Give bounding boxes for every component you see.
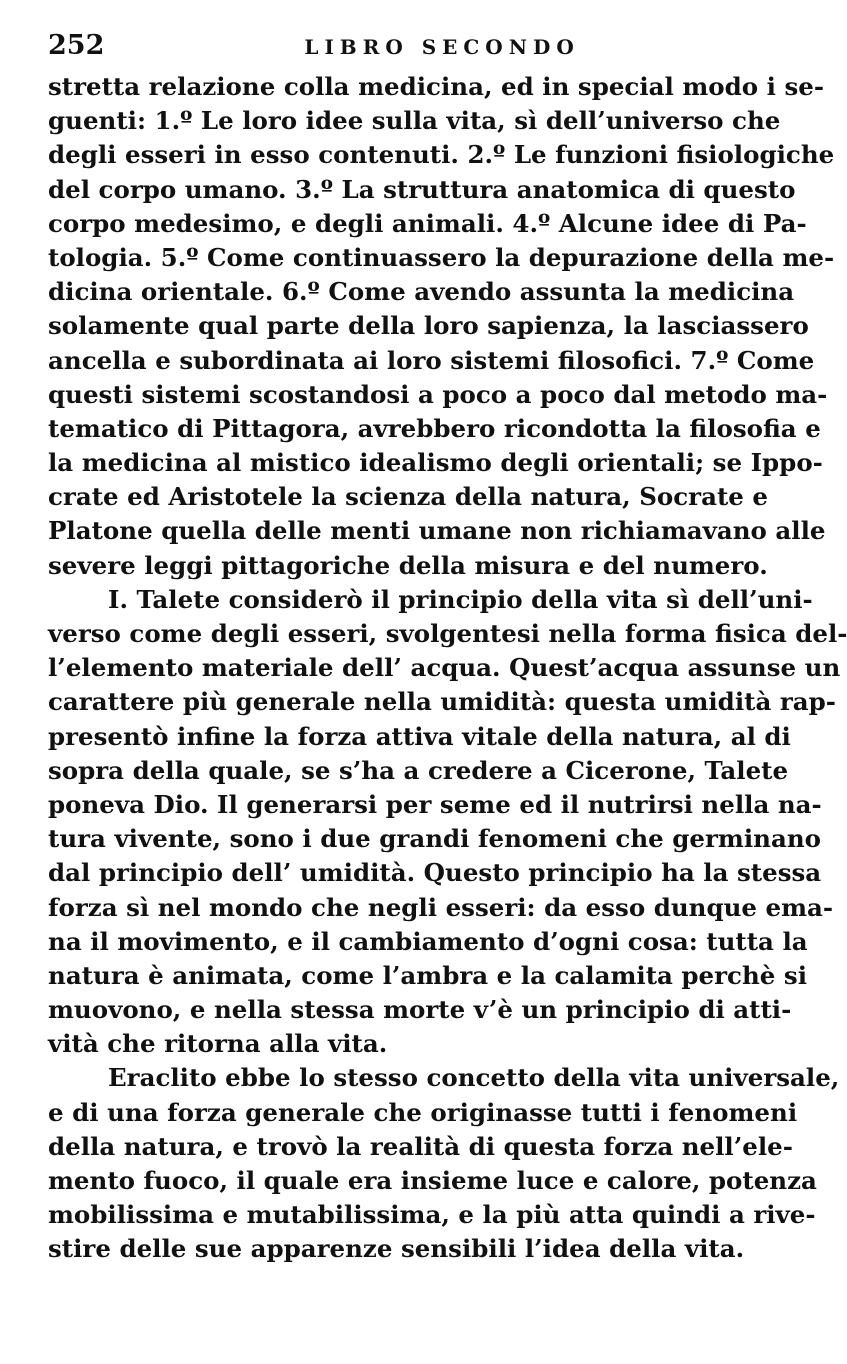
text-line: dicina orientale. 6.º Come avendo assunta la medicina <box>48 277 795 307</box>
text-line: guenti: 1.º Le loro idee sulla vita, sì dell’universo che <box>48 106 781 136</box>
text-line: degli esseri in esso contenuti. 2.º Le funzioni fisiologiche <box>48 140 835 170</box>
text-line: tologia. 5.º Come continuassero la depurazione della me- <box>48 242 835 272</box>
text-line: solamente qual parte della loro sapienza, la lasciassero <box>48 311 809 341</box>
text-line: la medicina al mistico idealismo degli orientali; se Ippo- <box>48 448 823 478</box>
text-line: presentò infine la forza attiva vitale della natura, al di <box>48 721 791 751</box>
text-line: dal principio dell’ umidità. Questo principio ha la stessa <box>48 858 822 888</box>
text-line: ancella e subordinata ai loro sistemi filosofici. 7.º Come <box>48 345 815 375</box>
text-line: natura è animata, come l’ambra e la calamita perchè si <box>48 960 807 990</box>
text-line: crate ed Aristotele la scienza della natura, Socrate e <box>48 482 768 512</box>
text-line: mento fuoco, il quale era insieme luce e calore, potenza <box>48 1166 817 1195</box>
text-line: mobilissima e mutabilissima, e la più atta quindi a rive- <box>48 1200 816 1230</box>
text-line: del corpo umano. 3.º La struttura anatomica di questo <box>48 174 796 204</box>
text-line: corpo medesimo, e degli animali. 4.º Alcune idee di Pa- <box>48 208 807 238</box>
text-line: poneva Dio. Il generarsi per seme ed il nutrirsi nella na- <box>48 789 822 819</box>
text-line: stretta relazione colla medicina, ed in special modo i se- <box>48 72 825 101</box>
text-line: Eraclito ebbe lo stesso concetto della vita universale, <box>108 1063 840 1093</box>
text-line: muovono, e nella stessa morte v’è un principio di atti- <box>48 995 792 1025</box>
running-title: LIBRO SECONDO <box>304 35 580 59</box>
text-line: carattere più generale nella umidità: questa umidità rap- <box>48 687 836 717</box>
body-text <box>48 70 847 1267</box>
text-line: l’elemento materiale dell’ acqua. Quest’acqua assunse un <box>48 653 841 683</box>
text-line: vità che ritorna alla vita. <box>48 1029 388 1059</box>
text-line: tura vivente, sono i due grandi fenomeni che germinano <box>48 824 821 854</box>
text-line: severe leggi pittagoriche della misura e del numero. <box>48 550 768 580</box>
text-line: questi sistemi scostandosi a poco a poco dal metodo ma- <box>48 379 828 409</box>
text-line: I. Talete considerò il principio della vita sì dell’uni- <box>108 584 813 614</box>
text-line: Platone quella delle menti umane non richiamavano alle <box>48 516 826 546</box>
page-header <box>48 30 768 70</box>
text-line: verso come degli esseri, svolgentesi nella forma fisica del- <box>48 619 847 648</box>
text-line: na il movimento, e il cambiamento d’ogni cosa: tutta la <box>48 926 808 956</box>
text-line: e di una forza generale che originasse tutti i fenomeni <box>48 1097 798 1127</box>
text-line: della natura, e trovò la realità di questa forza nell’ele- <box>48 1131 793 1161</box>
text-line: forza sì nel mondo che negli esseri: da esso dunque ema- <box>48 892 834 922</box>
text-line: sopra della quale, se s’ha a credere a Cicerone, Talete <box>48 755 789 785</box>
text-line: stire delle sue apparenze sensibili l’idea della vita. <box>48 1234 745 1264</box>
text-line: tematico di Pittagora, avrebbero ricondotta la filosofia e <box>48 413 821 443</box>
page-number: 252 <box>48 30 105 61</box>
